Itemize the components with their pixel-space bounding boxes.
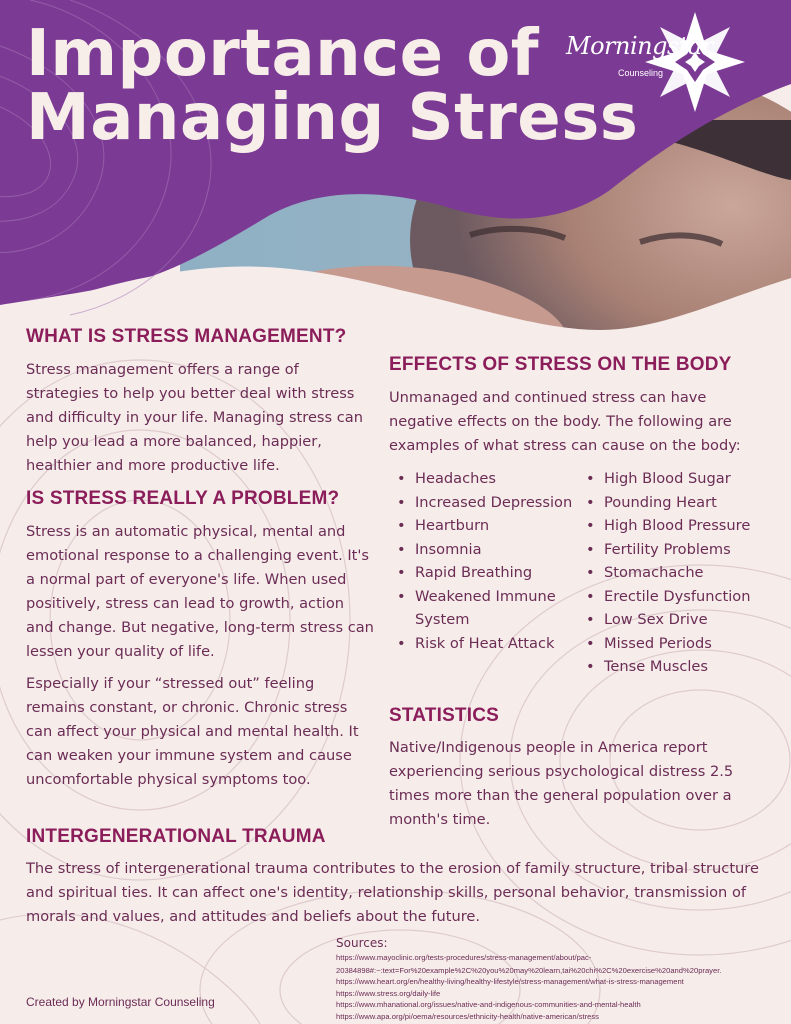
what-is-text: Stress management offers a range of strategies to help you better deal with stress and difficulty in your life. Managing stress can help you lead a more balanced, happier, healthier and more productive life. bbox=[26, 361, 363, 474]
effect-list-item: • High Blood Sugar bbox=[578, 467, 778, 491]
statistics-text: Native/Indigenous people in America report experiencing serious psychological distress 2.5 times more than the general population over a month's time. bbox=[389, 739, 734, 828]
title-line-2: Managing Stress bbox=[26, 81, 639, 155]
sources-label: Sources: bbox=[336, 936, 388, 950]
source-link[interactable]: https://www.mhanational.org/issues/native-and-indigenous-communities-and-mental-health bbox=[336, 1000, 641, 1009]
star-logo-icon bbox=[645, 12, 745, 112]
trauma-text: The stress of intergenerational trauma contributes to the erosion of family structure, tribal structure and spiritual ties. It can affect one's identity, relationship skills, personal behavior, transmission of morals and values, and attitudes and beliefs about the future. bbox=[26, 860, 759, 925]
source-link[interactable]: https://www.heart.org/en/healthy-living/healthy-lifestyle/stress-management/what-is-stress-management bbox=[336, 977, 684, 986]
effect-list-item: • Low Sex Drive bbox=[578, 608, 778, 632]
source-link[interactable]: 20384898#:~:text=For%20example%2C%20you%20may%20learn,tai%20chi%2C%20exercise%20and%20prayer. bbox=[336, 966, 722, 975]
page-title bbox=[26, 17, 639, 155]
effect-list-item: • Missed Periods bbox=[578, 632, 778, 656]
brand-subtitle: Counseling bbox=[618, 68, 664, 78]
effect-list-item: • Headaches bbox=[389, 467, 574, 491]
source-link[interactable]: https://www.stress.org/daily-life bbox=[336, 989, 441, 998]
source-link[interactable]: https://www.apa.org/pi/oema/resources/ethnicity-health/native-american/stress bbox=[336, 1012, 599, 1021]
what-is-heading: WHAT IS STRESS MANAGEMENT? bbox=[26, 326, 347, 347]
effect-list-item: • Erectile Dysfunction bbox=[578, 585, 778, 609]
effects-heading: EFFECTS OF STRESS ON THE BODY bbox=[389, 354, 732, 375]
effects-text: Unmanaged and continued stress can have negative effects on the body. The following are examples of what stress can cause on the body: bbox=[389, 389, 741, 454]
effect-list-item: • High Blood Pressure bbox=[578, 514, 778, 538]
effect-list-item: • Tense Muscles bbox=[578, 655, 778, 679]
effects-list-right bbox=[578, 467, 778, 679]
footer-credit: Created by Morningstar Counseling bbox=[26, 995, 215, 1009]
problem-text-1: Stress is an automatic physical, mental and emotional response to a challenging event. It's a normal part of everyone's life. When used positively, stress can lead to growth, action and change. But negative, long-term stress can lessen your quality of life. bbox=[26, 523, 374, 660]
title-line-1: Importance of bbox=[26, 17, 540, 91]
trauma-heading: INTERGENERATIONAL TRAUMA bbox=[26, 826, 326, 847]
effect-list-item: • Stomachache bbox=[578, 561, 778, 585]
effect-list-item: • Fertility Problems bbox=[578, 538, 778, 562]
effect-list-item: • Risk of Heat Attack bbox=[389, 632, 574, 656]
effect-list-item: • Rapid Breathing bbox=[389, 561, 574, 585]
brand-name: Morningstar bbox=[566, 32, 713, 60]
effect-list-item: • Increased Depression bbox=[389, 491, 574, 515]
effects-list-left bbox=[389, 467, 574, 655]
source-link[interactable]: https://www.mayoclinic.org/tests-procedures/stress-management/about/pac- bbox=[336, 953, 592, 962]
effect-list-item: • Heartburn bbox=[389, 514, 574, 538]
effect-list-item: • Pounding Heart bbox=[578, 491, 778, 515]
effect-list-item: • Weakened Immune System bbox=[389, 585, 574, 632]
problem-heading: IS STRESS REALLY A PROBLEM? bbox=[26, 488, 340, 509]
effect-list-item: • Insomnia bbox=[389, 538, 574, 562]
problem-text-2: Especially if your “stressed out” feeling remains constant, or chronic. Chronic stress can affect your physical and mental health. It can weaken your immune system and cause uncomfortable physical symptoms too. bbox=[26, 675, 359, 788]
statistics-heading: STATISTICS bbox=[389, 705, 500, 726]
